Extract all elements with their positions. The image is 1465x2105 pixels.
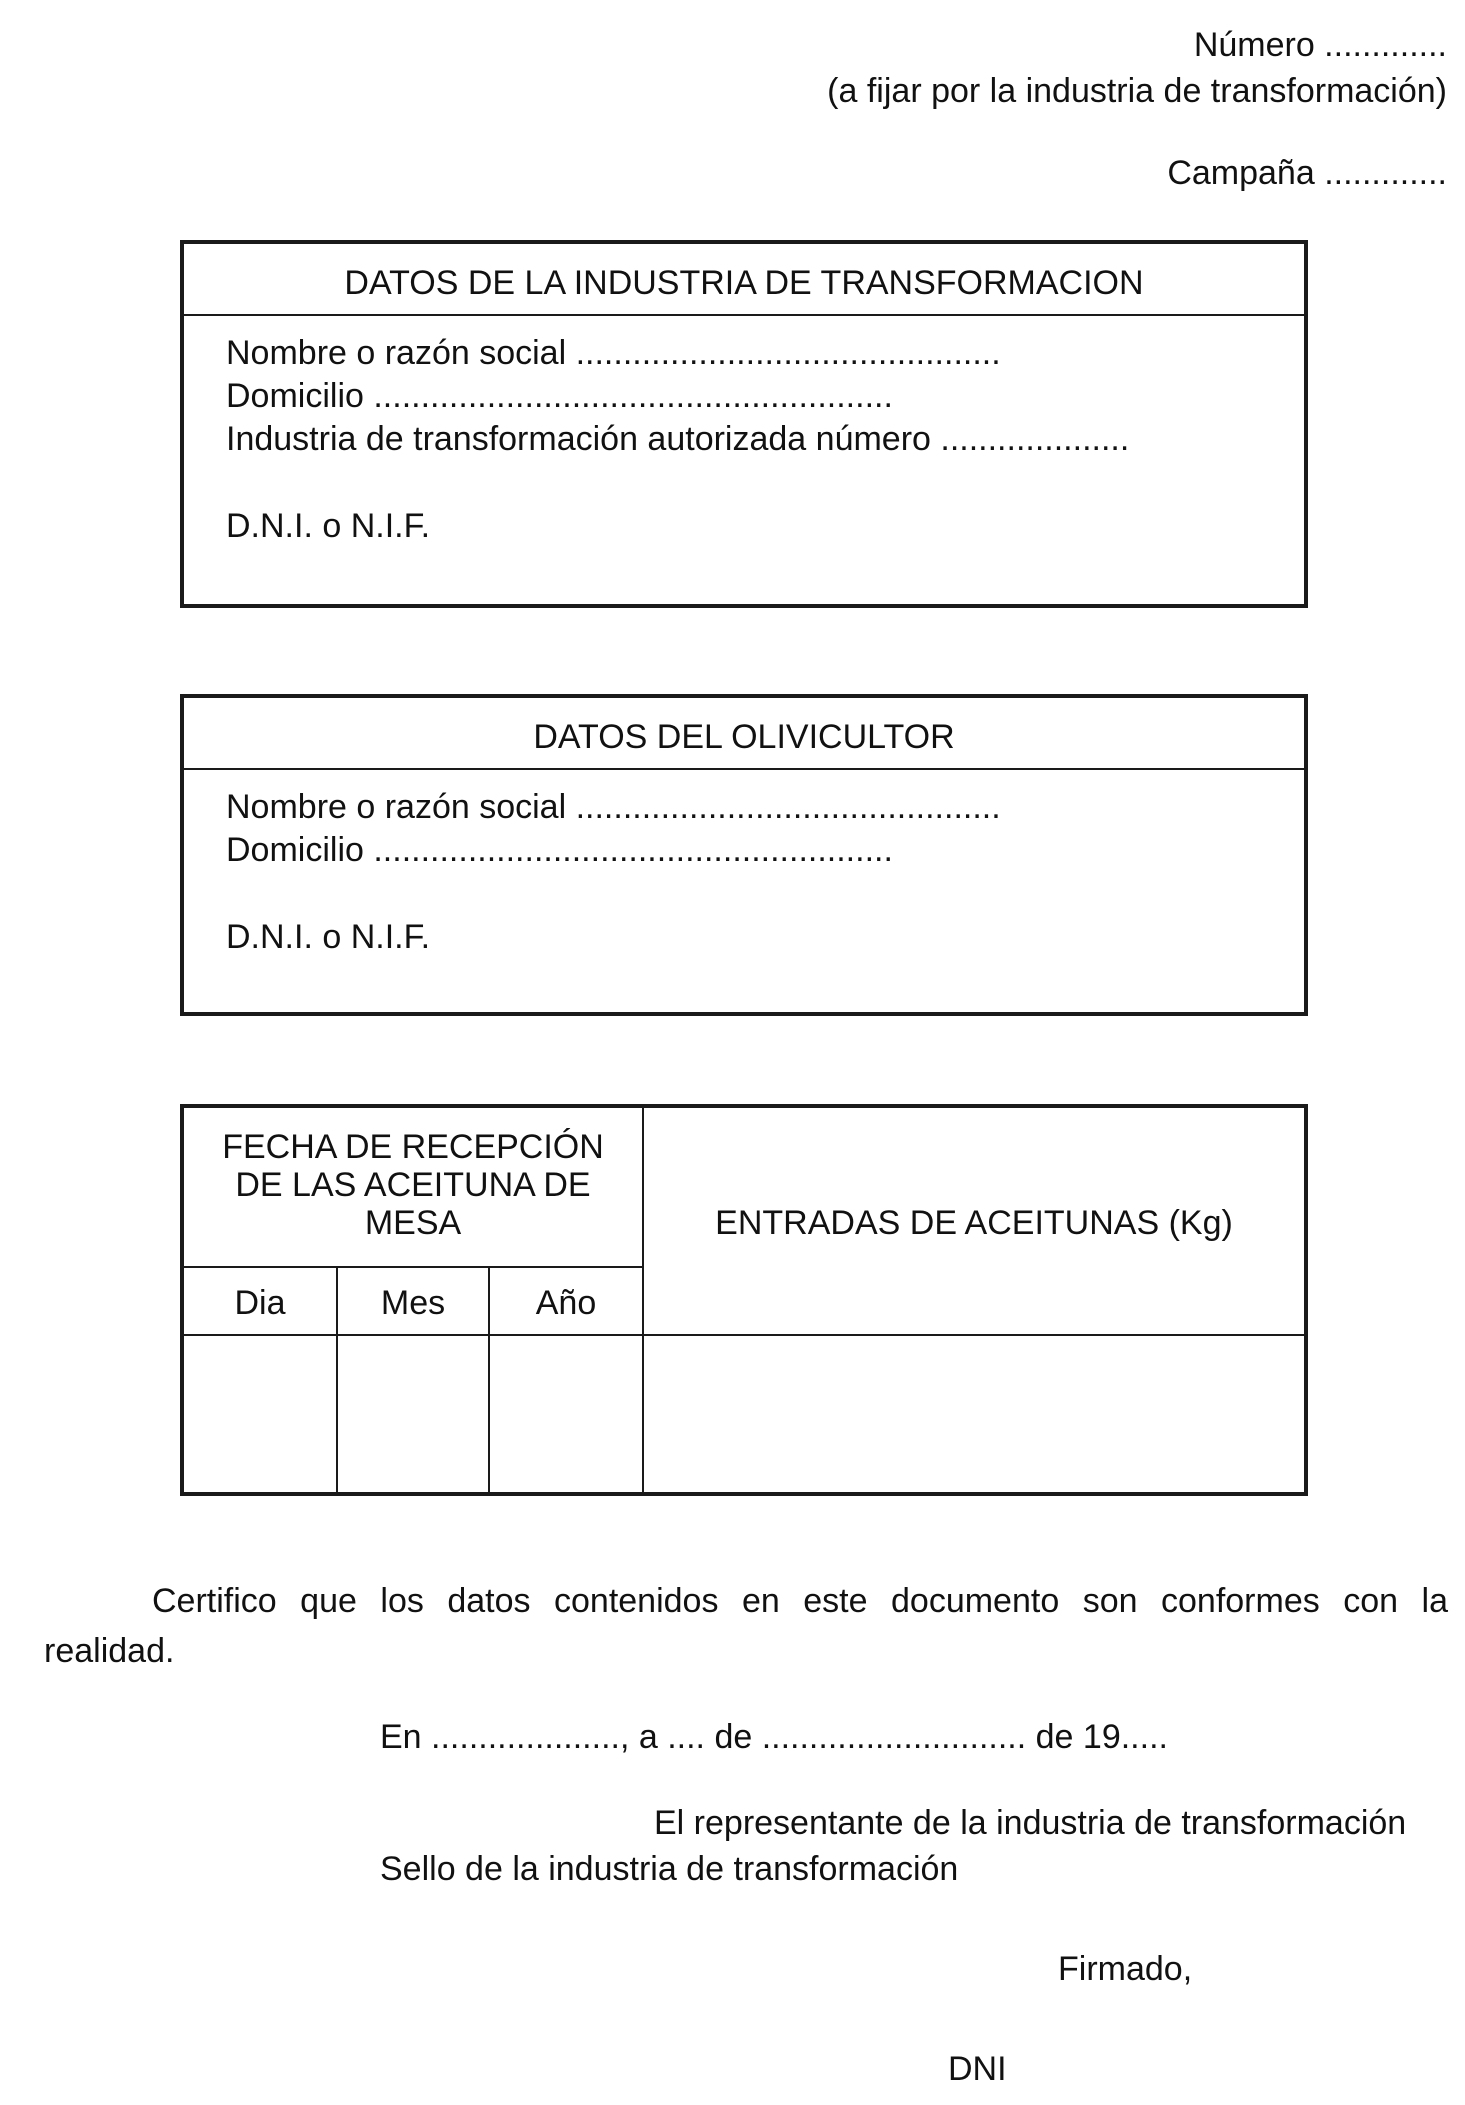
olivicultor-dni-field: D.N.I. o N.I.F. <box>226 918 431 956</box>
col-dia-header: Dia <box>234 1284 286 1322</box>
col-ano-header: Año <box>535 1284 597 1322</box>
industria-title: DATOS DE LA INDUSTRIA DE TRANSFORMACION <box>184 244 1304 316</box>
olivicultor-title: DATOS DEL OLIVICULTOR <box>184 698 1304 770</box>
firmado-label: Firmado, <box>1058 1950 1193 1988</box>
recepcion-table <box>180 1104 1308 1496</box>
industria-nombre-field: Nombre o razón social ............................................. <box>226 334 1001 372</box>
representante-label: El representante de la industria de transformación <box>654 1804 1407 1842</box>
fecha-recepcion-header: FECHA DE RECEPCIÓN DE LAS ACEITUNA DE MESA <box>222 1128 604 1243</box>
lugar-fecha-line: En ...................., a .... de ............................ de 19..... <box>380 1718 1168 1756</box>
entradas-header: ENTRADAS DE ACEITUNAS (Kg) <box>715 1204 1233 1242</box>
certifico-text-line2: realidad. <box>44 1632 175 1670</box>
sello-label: Sello de la industria de transformación <box>380 1850 959 1888</box>
numero-note: (a fijar por la industria de transformación) <box>827 72 1447 110</box>
numero-field: Número ............. <box>1193 26 1447 64</box>
certifico-text-line1: Certifico que los datos contenidos en este documento son conformes con la <box>152 1582 1448 1620</box>
olivicultor-nombre-field: Nombre o razón social ............................................. <box>226 788 1001 826</box>
cell-dia <box>184 1336 336 1492</box>
industria-dni-field: D.N.I. o N.I.F. <box>226 507 431 545</box>
cell-ano <box>490 1336 642 1492</box>
industria-section <box>180 240 1308 608</box>
cell-mes <box>338 1336 488 1492</box>
industria-autorizada-field: Industria de transformación autorizada número .................... <box>226 420 1130 458</box>
industria-domicilio-field: Domicilio ....................................................... <box>226 377 893 415</box>
campana-field: Campaña ............. <box>1167 154 1447 192</box>
olivicultor-domicilio-field: Domicilio ....................................................... <box>226 831 893 869</box>
dni-label: DNI <box>948 2050 1007 2088</box>
table-divider <box>184 1266 642 1268</box>
olivicultor-section <box>180 694 1308 1016</box>
cell-entradas <box>644 1336 1304 1492</box>
col-mes-header: Mes <box>380 1284 446 1322</box>
